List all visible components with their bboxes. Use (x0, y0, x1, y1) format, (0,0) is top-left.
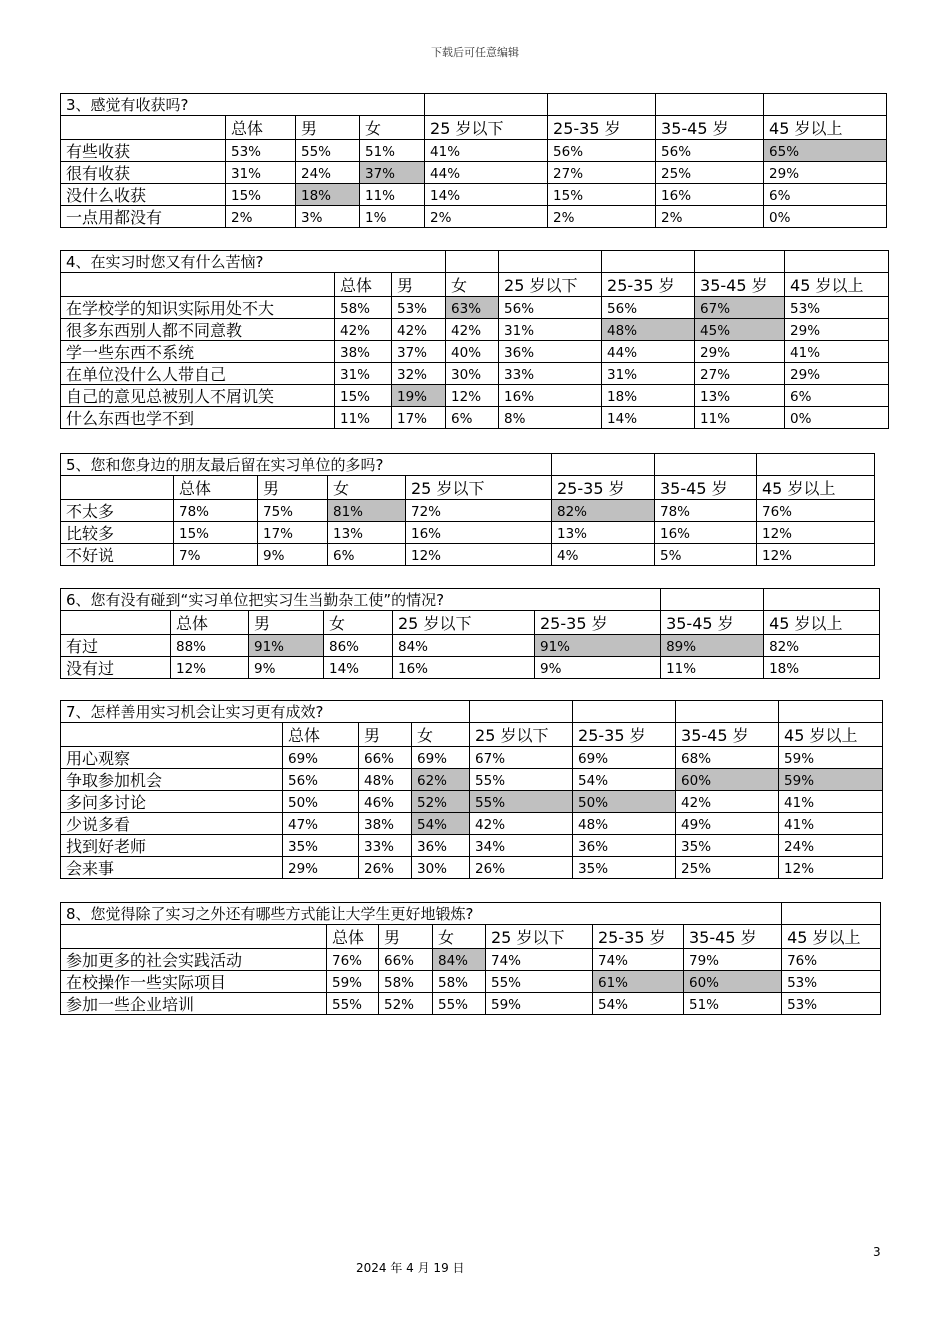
value-cell: 69% (573, 747, 676, 769)
empty-cell (61, 611, 171, 635)
empty-cell (552, 454, 655, 476)
value-cell: 18% (602, 385, 695, 407)
value-cell: 76% (327, 949, 379, 971)
table-row (61, 791, 883, 813)
highlighted-value-cell: 61% (593, 971, 684, 993)
column-header: 35-45 岁 (684, 925, 782, 949)
value-cell: 53% (226, 140, 296, 162)
value-cell: 1% (360, 206, 425, 228)
column-header: 总体 (335, 273, 392, 297)
highlighted-value-cell: 91% (249, 635, 324, 657)
value-cell: 53% (782, 971, 881, 993)
value-cell: 11% (360, 184, 425, 206)
row-label: 争取参加机会 (61, 769, 283, 791)
table-row (61, 385, 889, 407)
table-row (61, 635, 880, 657)
column-header: 35-45 岁 (656, 116, 764, 140)
value-cell: 18% (764, 657, 880, 679)
empty-cell (61, 925, 327, 949)
row-label: 自己的意见总被别人不屑讥笑 (61, 385, 335, 407)
value-cell: 36% (573, 835, 676, 857)
empty-cell (695, 251, 785, 273)
highlighted-value-cell: 91% (535, 635, 661, 657)
value-cell: 33% (359, 835, 412, 857)
survey-table-7 (60, 700, 883, 879)
row-label: 学一些东西不系统 (61, 341, 335, 363)
value-cell: 15% (548, 184, 656, 206)
table-row (61, 500, 875, 522)
value-cell: 35% (676, 835, 779, 857)
value-cell: 11% (661, 657, 764, 679)
empty-cell (573, 701, 676, 723)
value-cell: 26% (359, 857, 412, 879)
question-title: 8、您觉得除了实习之外还有哪些方式能让大学生更好地锻炼? (61, 903, 782, 925)
column-header: 25 岁以下 (499, 273, 602, 297)
value-cell: 53% (392, 297, 446, 319)
value-cell: 6% (328, 544, 406, 566)
row-label: 什么东西也学不到 (61, 407, 335, 429)
row-label: 在学校学的知识实际用处不大 (61, 297, 335, 319)
highlighted-value-cell: 84% (433, 949, 486, 971)
value-cell: 35% (283, 835, 359, 857)
row-label: 参加一些企业培训 (61, 993, 327, 1015)
column-header: 总体 (171, 611, 249, 635)
value-cell: 14% (425, 184, 548, 206)
value-cell: 48% (573, 813, 676, 835)
value-cell: 6% (785, 385, 889, 407)
value-cell: 42% (392, 319, 446, 341)
value-cell: 84% (393, 635, 535, 657)
table-row (61, 206, 887, 228)
value-cell: 56% (548, 140, 656, 162)
value-cell: 58% (335, 297, 392, 319)
column-header: 25-35 岁 (593, 925, 684, 949)
table-row (61, 835, 883, 857)
value-cell: 48% (359, 769, 412, 791)
value-cell: 55% (327, 993, 379, 1015)
column-header: 男 (379, 925, 433, 949)
table-row (61, 971, 881, 993)
column-header: 总体 (283, 723, 359, 747)
value-cell: 42% (470, 813, 573, 835)
row-label: 不太多 (61, 500, 174, 522)
value-cell: 55% (433, 993, 486, 1015)
value-cell: 68% (676, 747, 779, 769)
row-label: 没什么收获 (61, 184, 226, 206)
highlighted-value-cell: 60% (684, 971, 782, 993)
table-row (61, 162, 887, 184)
survey-table-4 (60, 250, 889, 429)
row-label: 会来事 (61, 857, 283, 879)
value-cell: 56% (283, 769, 359, 791)
row-label: 一点用都没有 (61, 206, 226, 228)
row-label: 很多东西别人都不同意教 (61, 319, 335, 341)
value-cell: 55% (470, 769, 573, 791)
column-header: 25-35 岁 (535, 611, 661, 635)
value-cell: 82% (764, 635, 880, 657)
column-header: 35-45 岁 (655, 476, 757, 500)
value-cell: 33% (499, 363, 602, 385)
value-cell: 29% (764, 162, 887, 184)
highlighted-value-cell: 37% (360, 162, 425, 184)
value-cell: 78% (655, 500, 757, 522)
row-label: 参加更多的社会实践活动 (61, 949, 327, 971)
value-cell: 6% (764, 184, 887, 206)
survey-table-6 (60, 588, 880, 679)
value-cell: 41% (785, 341, 889, 363)
value-cell: 12% (171, 657, 249, 679)
value-cell: 15% (226, 184, 296, 206)
survey-table-3 (60, 93, 887, 228)
column-header: 45 岁以上 (757, 476, 875, 500)
table-row (61, 657, 880, 679)
value-cell: 66% (379, 949, 433, 971)
value-cell: 14% (324, 657, 393, 679)
value-cell: 31% (335, 363, 392, 385)
value-cell: 75% (258, 500, 328, 522)
value-cell: 16% (655, 522, 757, 544)
highlighted-value-cell: 48% (602, 319, 695, 341)
column-header: 45 岁以上 (779, 723, 883, 747)
column-header: 35-45 岁 (676, 723, 779, 747)
table-row (61, 747, 883, 769)
value-cell: 35% (573, 857, 676, 879)
highlighted-value-cell: 19% (392, 385, 446, 407)
table-row (61, 407, 889, 429)
value-cell: 54% (593, 993, 684, 1015)
highlighted-value-cell: 81% (328, 500, 406, 522)
table-row (61, 522, 875, 544)
value-cell: 29% (785, 363, 889, 385)
value-cell: 11% (335, 407, 392, 429)
empty-cell (779, 701, 883, 723)
value-cell: 44% (425, 162, 548, 184)
table-row (61, 813, 883, 835)
value-cell: 44% (602, 341, 695, 363)
column-header: 25-35 岁 (573, 723, 676, 747)
question-title: 4、在实习时您又有什么苦恼? (61, 251, 446, 273)
value-cell: 76% (757, 500, 875, 522)
value-cell: 59% (779, 747, 883, 769)
column-header: 女 (324, 611, 393, 635)
value-cell: 58% (433, 971, 486, 993)
highlighted-value-cell: 65% (764, 140, 887, 162)
question-title: 6、您有没有碰到“实习单位把实习生当勤杂工使”的情况? (61, 589, 661, 611)
value-cell: 42% (446, 319, 499, 341)
highlighted-value-cell: 62% (412, 769, 470, 791)
column-header: 女 (360, 116, 425, 140)
column-header: 总体 (226, 116, 296, 140)
survey-table-8 (60, 902, 881, 1015)
table-row (61, 341, 889, 363)
value-cell: 74% (593, 949, 684, 971)
value-cell: 66% (359, 747, 412, 769)
value-cell: 72% (406, 500, 552, 522)
value-cell: 24% (296, 162, 360, 184)
column-header: 女 (328, 476, 406, 500)
value-cell: 88% (171, 635, 249, 657)
value-cell: 16% (499, 385, 602, 407)
empty-cell (602, 251, 695, 273)
value-cell: 38% (335, 341, 392, 363)
value-cell: 27% (548, 162, 656, 184)
empty-cell (470, 701, 573, 723)
value-cell: 14% (602, 407, 695, 429)
column-header: 女 (412, 723, 470, 747)
value-cell: 47% (283, 813, 359, 835)
column-header: 25 岁以下 (425, 116, 548, 140)
value-cell: 32% (392, 363, 446, 385)
column-header: 25-35 岁 (552, 476, 655, 500)
value-cell: 12% (446, 385, 499, 407)
row-label: 少说多看 (61, 813, 283, 835)
row-label: 在单位没什么人带自己 (61, 363, 335, 385)
value-cell: 2% (226, 206, 296, 228)
row-label: 有过 (61, 635, 171, 657)
value-cell: 25% (676, 857, 779, 879)
value-cell: 16% (656, 184, 764, 206)
table-row (61, 297, 889, 319)
value-cell: 46% (359, 791, 412, 813)
value-cell: 67% (470, 747, 573, 769)
value-cell: 31% (602, 363, 695, 385)
value-cell: 26% (470, 857, 573, 879)
value-cell: 78% (174, 500, 258, 522)
value-cell: 9% (249, 657, 324, 679)
column-header: 25 岁以下 (393, 611, 535, 635)
value-cell: 42% (335, 319, 392, 341)
row-label: 在校操作一些实际项目 (61, 971, 327, 993)
value-cell: 37% (392, 341, 446, 363)
value-cell: 53% (782, 993, 881, 1015)
empty-cell (782, 903, 881, 925)
value-cell: 15% (335, 385, 392, 407)
value-cell: 13% (552, 522, 655, 544)
value-cell: 13% (695, 385, 785, 407)
highlighted-value-cell: 89% (661, 635, 764, 657)
value-cell: 41% (425, 140, 548, 162)
empty-cell (764, 94, 887, 116)
value-cell: 5% (655, 544, 757, 566)
row-label: 有些收获 (61, 140, 226, 162)
value-cell: 9% (535, 657, 661, 679)
column-header: 45 岁以上 (764, 116, 887, 140)
value-cell: 2% (425, 206, 548, 228)
row-label: 不好说 (61, 544, 174, 566)
value-cell: 49% (676, 813, 779, 835)
empty-cell (757, 454, 875, 476)
value-cell: 86% (324, 635, 393, 657)
highlighted-value-cell: 67% (695, 297, 785, 319)
value-cell: 12% (406, 544, 552, 566)
value-cell: 25% (656, 162, 764, 184)
value-cell: 36% (412, 835, 470, 857)
highlighted-value-cell: 54% (412, 813, 470, 835)
column-header: 总体 (327, 925, 379, 949)
value-cell: 31% (226, 162, 296, 184)
value-cell: 41% (779, 791, 883, 813)
highlighted-value-cell: 60% (676, 769, 779, 791)
row-label: 多问多讨论 (61, 791, 283, 813)
value-cell: 9% (258, 544, 328, 566)
value-cell: 8% (499, 407, 602, 429)
column-header: 25-35 岁 (548, 116, 656, 140)
value-cell: 69% (283, 747, 359, 769)
empty-cell (655, 454, 757, 476)
question-title: 5、您和您身边的朋友最后留在实习单位的多吗? (61, 454, 552, 476)
value-cell: 38% (359, 813, 412, 835)
value-cell: 55% (296, 140, 360, 162)
footer-date: 2024 年 4 月 19 日 (356, 1261, 465, 1275)
column-header: 25 岁以下 (406, 476, 552, 500)
value-cell: 69% (412, 747, 470, 769)
value-cell: 7% (174, 544, 258, 566)
value-cell: 3% (296, 206, 360, 228)
value-cell: 55% (486, 971, 593, 993)
column-header: 25 岁以下 (486, 925, 593, 949)
value-cell: 54% (573, 769, 676, 791)
value-cell: 12% (757, 544, 875, 566)
column-header: 35-45 岁 (661, 611, 764, 635)
value-cell: 30% (412, 857, 470, 879)
table-row (61, 544, 875, 566)
survey-table-5 (60, 453, 875, 566)
highlighted-value-cell: 50% (573, 791, 676, 813)
empty-cell (61, 476, 174, 500)
value-cell: 24% (779, 835, 883, 857)
page-header: 下载后可任意编辑 (431, 46, 519, 59)
value-cell: 27% (695, 363, 785, 385)
row-label: 很有收获 (61, 162, 226, 184)
row-label: 比较多 (61, 522, 174, 544)
column-header: 男 (258, 476, 328, 500)
table-row (61, 140, 887, 162)
value-cell: 29% (695, 341, 785, 363)
column-header: 男 (359, 723, 412, 747)
column-header: 45 岁以上 (785, 273, 889, 297)
empty-cell (656, 94, 764, 116)
value-cell: 17% (258, 522, 328, 544)
page-number: 3 (873, 1245, 881, 1259)
value-cell: 12% (779, 857, 883, 879)
value-cell: 6% (446, 407, 499, 429)
table-row (61, 993, 881, 1015)
value-cell: 59% (486, 993, 593, 1015)
value-cell: 56% (499, 297, 602, 319)
value-cell: 56% (602, 297, 695, 319)
highlighted-value-cell: 52% (412, 791, 470, 813)
value-cell: 16% (406, 522, 552, 544)
highlighted-value-cell: 55% (470, 791, 573, 813)
highlighted-value-cell: 59% (779, 769, 883, 791)
table-row (61, 319, 889, 341)
empty-cell (764, 589, 880, 611)
empty-cell (446, 251, 499, 273)
empty-cell (61, 116, 226, 140)
value-cell: 51% (684, 993, 782, 1015)
column-header: 女 (433, 925, 486, 949)
value-cell: 79% (684, 949, 782, 971)
value-cell: 41% (779, 813, 883, 835)
value-cell: 52% (379, 993, 433, 1015)
table-row (61, 363, 889, 385)
value-cell: 0% (764, 206, 887, 228)
value-cell: 29% (283, 857, 359, 879)
empty-cell (661, 589, 764, 611)
column-header: 25 岁以下 (470, 723, 573, 747)
value-cell: 36% (499, 341, 602, 363)
value-cell: 4% (552, 544, 655, 566)
value-cell: 17% (392, 407, 446, 429)
value-cell: 0% (785, 407, 889, 429)
column-header: 男 (249, 611, 324, 635)
question-title: 7、怎样善用实习机会让实习更有成效? (61, 701, 470, 723)
value-cell: 59% (327, 971, 379, 993)
value-cell: 13% (328, 522, 406, 544)
value-cell: 2% (656, 206, 764, 228)
column-header: 45 岁以上 (764, 611, 880, 635)
column-header: 男 (392, 273, 446, 297)
empty-cell (499, 251, 602, 273)
column-header: 35-45 岁 (695, 273, 785, 297)
value-cell: 76% (782, 949, 881, 971)
value-cell: 2% (548, 206, 656, 228)
value-cell: 29% (785, 319, 889, 341)
highlighted-value-cell: 82% (552, 500, 655, 522)
empty-cell (548, 94, 656, 116)
value-cell: 53% (785, 297, 889, 319)
table-row (61, 857, 883, 879)
value-cell: 56% (656, 140, 764, 162)
value-cell: 74% (486, 949, 593, 971)
value-cell: 40% (446, 341, 499, 363)
value-cell: 30% (446, 363, 499, 385)
value-cell: 50% (283, 791, 359, 813)
value-cell: 11% (695, 407, 785, 429)
row-label: 没有过 (61, 657, 171, 679)
column-header: 女 (446, 273, 499, 297)
value-cell: 58% (379, 971, 433, 993)
table-row (61, 184, 887, 206)
question-title: 3、感觉有收获吗? (61, 94, 425, 116)
value-cell: 12% (757, 522, 875, 544)
value-cell: 51% (360, 140, 425, 162)
empty-cell (676, 701, 779, 723)
empty-cell (425, 94, 548, 116)
empty-cell (785, 251, 889, 273)
highlighted-value-cell: 45% (695, 319, 785, 341)
table-row (61, 769, 883, 791)
value-cell: 15% (174, 522, 258, 544)
row-label: 用心观察 (61, 747, 283, 769)
value-cell: 31% (499, 319, 602, 341)
column-header: 总体 (174, 476, 258, 500)
highlighted-value-cell: 63% (446, 297, 499, 319)
highlighted-value-cell: 18% (296, 184, 360, 206)
column-header: 45 岁以上 (782, 925, 881, 949)
column-header: 25-35 岁 (602, 273, 695, 297)
value-cell: 16% (393, 657, 535, 679)
value-cell: 34% (470, 835, 573, 857)
empty-cell (61, 273, 335, 297)
table-row (61, 949, 881, 971)
column-header: 男 (296, 116, 360, 140)
value-cell: 42% (676, 791, 779, 813)
empty-cell (61, 723, 283, 747)
row-label: 找到好老师 (61, 835, 283, 857)
